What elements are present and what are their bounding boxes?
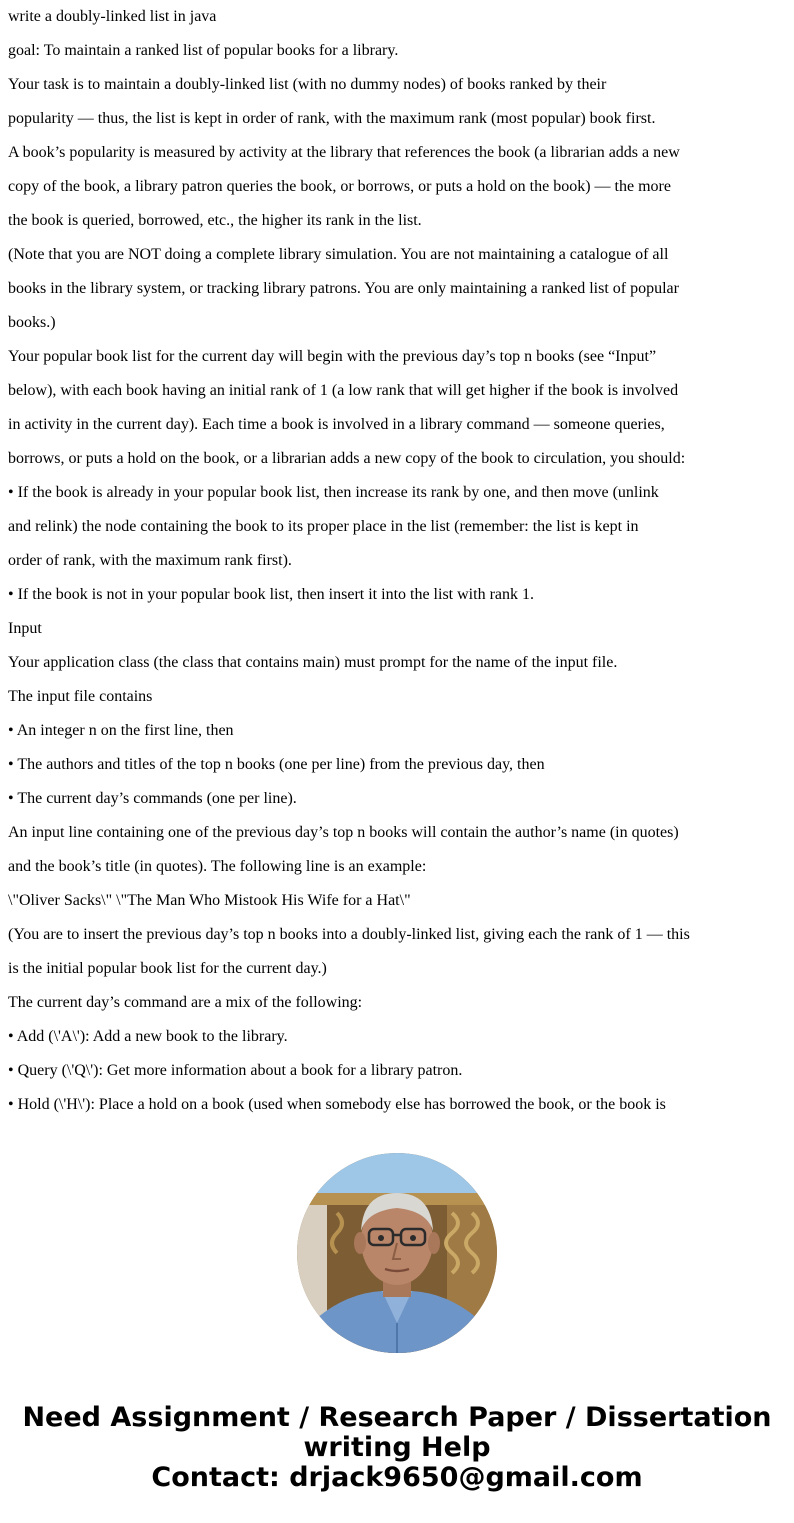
text-line: goal: To maintain a ranked list of popular books for a library. xyxy=(8,42,399,59)
footer-contact-email: Contact: drjack9650@gmail.com xyxy=(151,1462,643,1493)
text-line: • Hold (\'H\'): Place a hold on a book (used when somebody else has borrowed the book, or the book is xyxy=(8,1096,666,1113)
text-line: A book’s popularity is measured by activity at the library that references the book (a librarian adds a new xyxy=(8,144,680,161)
footer-headline: Need Assignment / Research Paper / Dissertation xyxy=(22,1402,772,1433)
text-line: in activity in the current day). Each time a book is involved in a library command — someone queries, xyxy=(8,416,665,433)
example-line: \"Oliver Sacks\" \"The Man Who Mistook His Wife for a Hat\" xyxy=(8,892,411,909)
text-line: Your application class (the class that contains main) must prompt for the name of the input file. xyxy=(8,654,618,671)
text-line: • The authors and titles of the top n books (one per line) from the previous day, then xyxy=(8,756,545,773)
text-line: Your popular book list for the current day will begin with the previous day’s top n books (see “Input” xyxy=(8,348,657,365)
text-line: An input line containing one of the previous day’s top n books will contain the author’s name (in quotes) xyxy=(8,824,679,841)
text-line: • Query (\'Q\'): Get more information about a book for a library patron. xyxy=(8,1062,463,1079)
text-line: and the book’s title (in quotes). The following line is an example: xyxy=(8,858,427,875)
text-line: copy of the book, a library patron queries the book, or borrows, or puts a hold on the book) — the more xyxy=(8,178,671,195)
text-line: books in the library system, or tracking library patrons. You are only maintaining a ranked list of popular xyxy=(8,280,679,297)
text-line: The current day’s command are a mix of the following: xyxy=(8,994,363,1011)
text-line: and relink) the node containing the book to its proper place in the list (remember: the list is kept in xyxy=(8,518,639,535)
text-line: • If the book is not in your popular book list, then insert it into the list with rank 1. xyxy=(8,586,534,603)
text-line: Your task is to maintain a doubly-linked list (with no dummy nodes) of books ranked by their xyxy=(8,76,607,93)
footer-contact-banner xyxy=(0,1403,794,1493)
text-line: order of rank, with the maximum rank first). xyxy=(8,552,292,569)
text-line: (You are to insert the previous day’s top n books into a doubly-linked list, giving each the rank of 1 — this xyxy=(8,926,690,943)
text-line: borrows, or puts a hold on the book, or a librarian adds a new copy of the book to circulation, you should: xyxy=(8,450,686,467)
text-line: the book is queried, borrowed, etc., the higher its rank in the list. xyxy=(8,212,422,229)
portrait-image xyxy=(297,1153,497,1353)
text-line: write a doubly-linked list in java xyxy=(8,8,217,25)
footer-subheadline: writing Help xyxy=(303,1432,491,1463)
document-body xyxy=(8,0,788,1122)
text-line: • Add (\'A\'): Add a new book to the library. xyxy=(8,1028,288,1045)
text-line: is the initial popular book list for the current day.) xyxy=(8,960,327,977)
author-photo xyxy=(297,1153,497,1353)
text-line: below), with each book having an initial rank of 1 (a low rank that will get higher if the book is involved xyxy=(8,382,679,399)
text-line: The input file contains xyxy=(8,688,153,705)
section-heading-input: Input xyxy=(8,620,42,637)
text-line: • An integer n on the first line, then xyxy=(8,722,234,739)
text-line: popularity — thus, the list is kept in order of rank, with the maximum rank (most popular) book first. xyxy=(8,110,656,127)
text-line: (Note that you are NOT doing a complete library simulation. You are not maintaining a catalogue of all xyxy=(8,246,669,263)
text-line: • If the book is already in your popular book list, then increase its rank by one, and then move (unlink xyxy=(8,484,659,501)
text-line: books.) xyxy=(8,314,56,331)
text-line: • The current day’s commands (one per line). xyxy=(8,790,297,807)
